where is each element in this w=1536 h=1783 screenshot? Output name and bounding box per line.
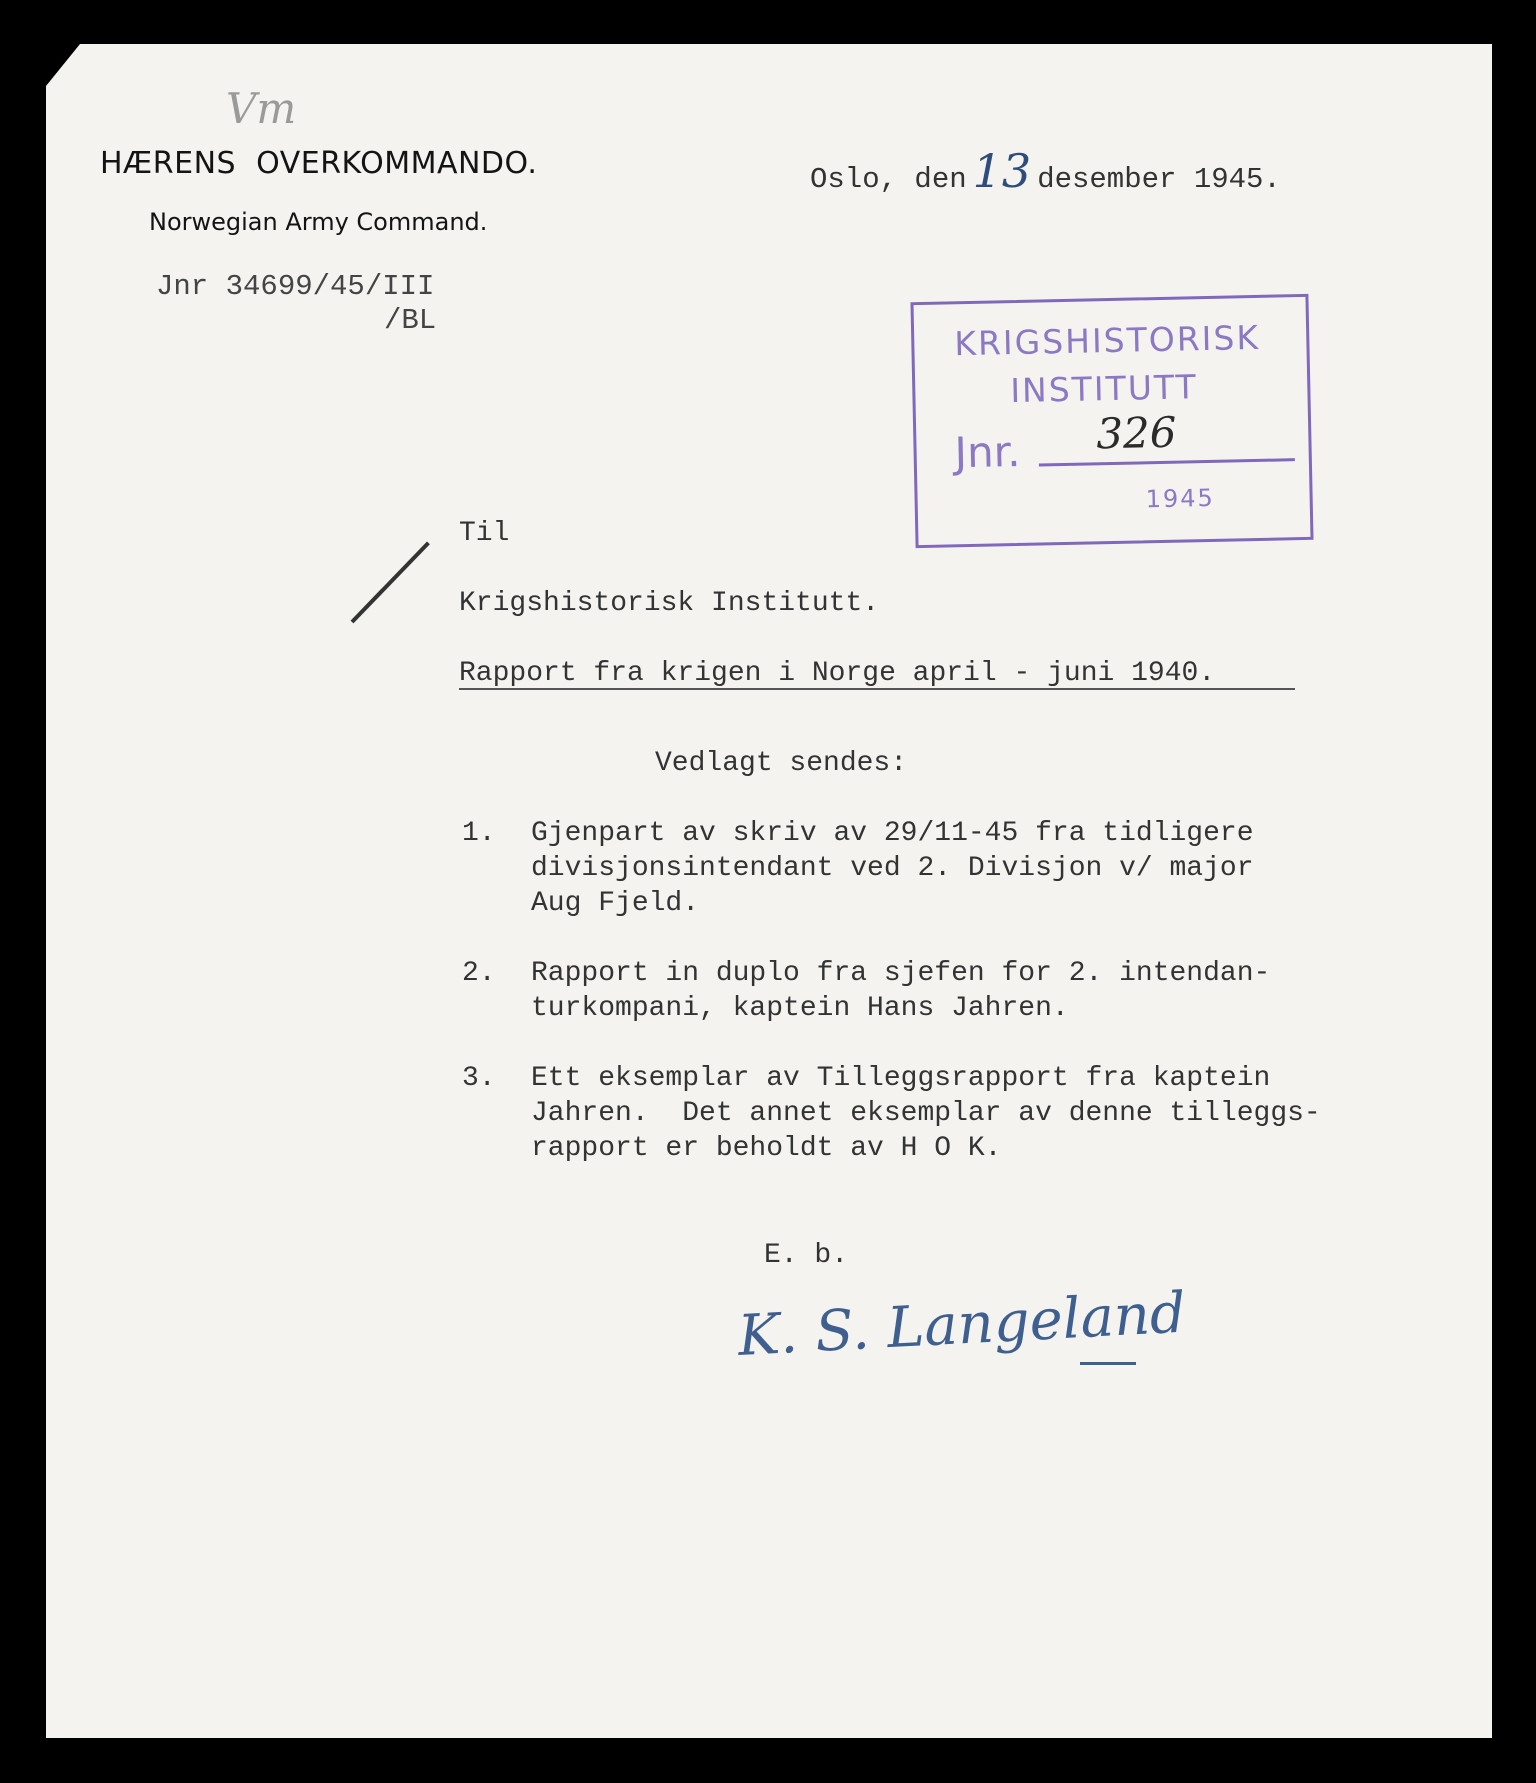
item-3-line-3: rapport er beholdt av H O K. bbox=[531, 1133, 1002, 1164]
item-3-line-1: Ett eksemplar av Tilleggsrapport fra kaptein bbox=[531, 1063, 1271, 1094]
subject-line: Rapport fra krigen i Norge april - juni 1940. bbox=[459, 658, 1216, 689]
handwritten-initials: Vm bbox=[226, 84, 297, 133]
stamp-number-line bbox=[1039, 458, 1295, 466]
handwritten-signature: K. S. Langeland bbox=[736, 1280, 1188, 1369]
date-day-handwritten: 13 bbox=[972, 144, 1032, 198]
stamp-line-2: INSTITUTT bbox=[1009, 367, 1199, 411]
archive-stamp bbox=[910, 294, 1313, 548]
item-1-line-2: divisjonsintendant ved 2. Divisjon v/ major bbox=[531, 853, 1254, 884]
item-2-line-2: turkompani, kaptein Hans Jahren. bbox=[531, 993, 1069, 1024]
stamp-jnr-number: 326 bbox=[1095, 407, 1177, 459]
date-prefix: Oslo, den bbox=[810, 163, 967, 196]
signature-stroke bbox=[1080, 1362, 1136, 1365]
stamp-line-1: KRIGSHISTORISK bbox=[953, 317, 1261, 364]
organization-name-english: Norwegian Army Command. bbox=[149, 208, 488, 236]
intro-text: Vedlagt sendes: bbox=[655, 748, 908, 779]
item-3-number: 3. bbox=[462, 1063, 496, 1094]
item-2-number: 2. bbox=[462, 958, 496, 989]
closing-eb: E. b. bbox=[764, 1240, 849, 1271]
journal-reference: Jnr 34699/45/III bbox=[156, 270, 435, 303]
date-line bbox=[810, 144, 1281, 198]
journal-reference-suffix: /BL bbox=[384, 304, 437, 337]
item-1-number: 1. bbox=[462, 818, 496, 849]
organization-name-norwegian: HÆRENS OVERKOMMANDO. bbox=[100, 146, 538, 181]
subject-underline bbox=[459, 688, 1295, 690]
addressee-to: Til bbox=[459, 518, 510, 549]
stamp-jnr-label: Jnr. bbox=[954, 426, 1021, 478]
date-suffix: desember 1945. bbox=[1037, 163, 1281, 196]
item-3-line-2: Jahren. Det annet eksemplar av denne tilleggs- bbox=[531, 1098, 1321, 1129]
item-1-line-1: Gjenpart av skriv av 29/11-45 fra tidligere bbox=[531, 818, 1254, 849]
item-1-line-3: Aug Fjeld. bbox=[531, 888, 700, 919]
addressee-recipient: Krigshistorisk Institutt. bbox=[459, 588, 880, 619]
stamp-year: 1945 bbox=[1145, 483, 1216, 514]
item-2-line-1: Rapport in duplo fra sjefen for 2. intendan- bbox=[531, 958, 1271, 989]
